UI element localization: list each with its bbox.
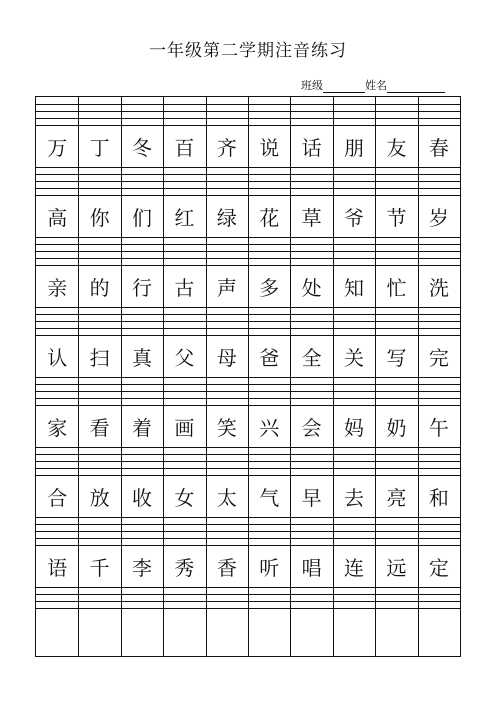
- character-cell: 定: [428, 555, 449, 580]
- character-cell: 放: [89, 485, 110, 510]
- character-cell: 语: [47, 555, 68, 580]
- character-cell: 花: [259, 205, 280, 230]
- character-cell: 连: [344, 555, 365, 580]
- character-cell: 爸: [259, 345, 280, 370]
- character-cell: 洗: [428, 275, 449, 300]
- character-cell: 扫: [89, 345, 110, 370]
- character-cell: 兴: [259, 415, 280, 440]
- class-label: 班级: [301, 79, 323, 92]
- character-cell: 远: [386, 555, 407, 580]
- class-blank[interactable]: [323, 80, 365, 93]
- character-cell: 女: [174, 485, 195, 510]
- character-cell: 真: [132, 345, 153, 370]
- character-cell: 着: [132, 415, 153, 440]
- character-cell: 丁: [89, 135, 110, 160]
- character-cell: 节: [386, 205, 407, 230]
- character-cell: 亮: [386, 485, 407, 510]
- character-cell: 奶: [386, 415, 407, 440]
- character-cell: 和: [428, 485, 449, 510]
- column-divider: [248, 97, 249, 656]
- name-label: 姓名: [365, 79, 387, 92]
- character-cell: 唱: [301, 555, 322, 580]
- character-cell: 春: [428, 135, 449, 160]
- column-divider: [333, 97, 334, 656]
- character-cell: 认: [47, 345, 68, 370]
- character-cell: 父: [174, 345, 195, 370]
- character-cell: 全: [301, 345, 322, 370]
- character-cell: 太: [216, 485, 237, 510]
- character-cell: 绿: [216, 205, 237, 230]
- character-cell: 亲: [47, 275, 68, 300]
- character-cell: 完: [428, 345, 449, 370]
- character-cell: 秀: [174, 555, 195, 580]
- column-divider: [290, 97, 291, 656]
- character-cell: 画: [174, 415, 195, 440]
- character-cell: 声: [216, 275, 237, 300]
- character-cell: 行: [132, 275, 153, 300]
- column-divider: [418, 97, 419, 656]
- character-cell: 处: [301, 275, 322, 300]
- character-cell: 齐: [216, 135, 237, 160]
- character-cell: 午: [428, 415, 449, 440]
- character-cell: 多: [259, 275, 280, 300]
- column-divider: [163, 97, 164, 656]
- character-cell: 妈: [344, 415, 365, 440]
- character-cell: 说: [259, 135, 280, 160]
- character-cell: 红: [174, 205, 195, 230]
- character-cell: 会: [301, 415, 322, 440]
- character-cell: 话: [301, 135, 322, 160]
- worksheet-title: 一年级第二学期注音练习: [149, 41, 347, 61]
- student-info: [301, 77, 445, 93]
- character-cell: 朋: [344, 135, 365, 160]
- character-cell: 关: [344, 345, 365, 370]
- character-cell: 岁: [428, 205, 449, 230]
- name-blank[interactable]: [387, 80, 445, 93]
- column-divider: [375, 97, 376, 656]
- character-cell: 草: [301, 205, 322, 230]
- character-cell: 香: [216, 555, 237, 580]
- practice-grid: [35, 96, 461, 657]
- character-cell: 去: [344, 485, 365, 510]
- character-cell: 你: [89, 205, 110, 230]
- column-divider: [121, 97, 122, 656]
- character-cell: 爷: [344, 205, 365, 230]
- character-cell: 百: [174, 135, 195, 160]
- column-divider: [206, 97, 207, 656]
- character-cell: 万: [47, 135, 68, 160]
- character-cell: 母: [216, 345, 237, 370]
- character-cell: 听: [259, 555, 280, 580]
- character-cell: 们: [132, 205, 153, 230]
- character-cell: 古: [174, 275, 195, 300]
- character-cell: 千: [89, 555, 110, 580]
- character-cell: 的: [89, 275, 110, 300]
- character-cell: 气: [259, 485, 280, 510]
- character-cell: 知: [344, 275, 365, 300]
- character-cell: 早: [301, 485, 322, 510]
- character-cell: 家: [47, 415, 68, 440]
- character-cell: 收: [132, 485, 153, 510]
- character-cell: 写: [386, 345, 407, 370]
- character-cell: 合: [47, 485, 68, 510]
- character-cell: 冬: [132, 135, 153, 160]
- character-cell: 高: [47, 205, 68, 230]
- character-cell: 笑: [216, 415, 237, 440]
- character-cell: 忙: [386, 275, 407, 300]
- character-cell: 看: [89, 415, 110, 440]
- column-divider: [78, 97, 79, 656]
- character-cell: 友: [386, 135, 407, 160]
- character-cell: 李: [132, 555, 153, 580]
